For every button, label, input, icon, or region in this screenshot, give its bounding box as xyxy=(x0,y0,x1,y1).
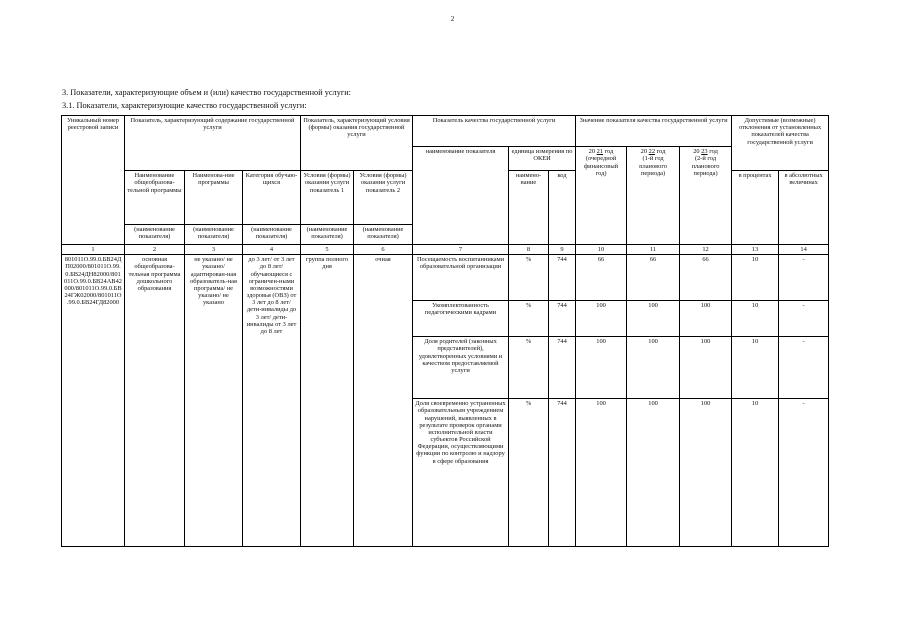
header-deviation-gap xyxy=(732,147,829,171)
deviation-absolute: - xyxy=(779,255,829,301)
column-number: 11 xyxy=(627,245,680,255)
header-year-2: 20 22 год (1-й год планового периода) xyxy=(627,147,680,245)
subheader-category: Категория обучаю-щихся xyxy=(243,171,301,225)
note-category: (наименование показателя) xyxy=(243,225,301,245)
deviation-percent: 10 xyxy=(732,301,779,337)
subheader-program: Наименование общеобразова-тельной программы xyxy=(125,171,185,225)
value-year-3: 66 xyxy=(680,255,732,301)
header-unit-code: код xyxy=(549,171,576,245)
unit-code: 744 xyxy=(549,337,576,399)
indicator-name: Укомплектованность педагогическими кадрами xyxy=(413,301,509,337)
program-name-value: не указано/ не указано/ адаптирован-ная образователь-ная программа/ не указано/ не указано xyxy=(185,255,243,547)
header-absolute: в абсолютных величинах xyxy=(779,171,829,245)
header-conditions: Показатель, характеризующий условия (формы) оказания государственной услуги xyxy=(301,116,413,147)
deviation-percent: 10 xyxy=(732,255,779,301)
condition-1-value: группа полного дня xyxy=(301,255,354,547)
value-year-2: 100 xyxy=(627,337,680,399)
header-conditions-gap xyxy=(301,147,413,171)
program-value: основная общеобразова-тельная программа дошкольного образования xyxy=(125,255,185,547)
column-number: 6 xyxy=(354,245,413,255)
note-condition-2: (наименование показателя) xyxy=(354,225,413,245)
header-year-3: 20 23 год (2-й год планового периода) xyxy=(680,147,732,245)
header-indicator-name: наименование показателя xyxy=(413,147,509,245)
section-3-heading: 3. Показатели, характеризующие объем и (или) качество государственной услуги: xyxy=(62,88,351,97)
deviation-percent: 10 xyxy=(732,337,779,399)
column-numbers-row xyxy=(62,245,829,255)
header-year-1-note: (очередной финансовый год) xyxy=(584,155,619,177)
unit-name: % xyxy=(509,337,549,399)
header-content: Показатель, характеризующий содержание государственной услуги xyxy=(125,116,301,147)
indicator-name: Посещаемость воспитанниками образовательной организации xyxy=(413,255,509,301)
section-3-1-heading: 3.1. Показатели, характеризующие качество государственной услуги: xyxy=(62,101,307,110)
deviation-absolute: - xyxy=(779,337,829,399)
header-deviation: Допустимые (возможные) отклонения от установленных показателей качества государственной услуги xyxy=(732,116,829,147)
column-number: 1 xyxy=(62,245,125,255)
deviation-absolute: - xyxy=(779,399,829,547)
column-number: 9 xyxy=(549,245,576,255)
value-year-1: 100 xyxy=(576,337,627,399)
column-number: 13 xyxy=(732,245,779,255)
subheader-condition-1: Условия (формы) оказания услуги показатель 1 xyxy=(301,171,354,225)
unit-name: % xyxy=(509,255,549,301)
category-value: до 3 лет/ от 3 лет до 8 лет/ обучающиеся с ограничен-ными возможностями здоровья (ОВЗ) от 3 лет до 8 лет/ дети-инвалиды до 3 лет/ дети-инвалиды от 3 лет до 8 лет xyxy=(243,255,301,547)
value-year-2: 66 xyxy=(627,255,680,301)
indicator-name: Доля своевременно устраненных образовательным учреждением нарушений, выявленных в результате проверок органами исполнительной власти субъектов Российской Федерации, осуществляющими функции по контролю и надзору в сфере образования xyxy=(413,399,509,547)
value-year-2: 100 xyxy=(627,301,680,337)
table-row xyxy=(62,255,829,301)
indicator-name: Доля родителей (законных представителей), удовлетворенных условиями и качеством предоставляемой услуги xyxy=(413,337,509,399)
header-unit: единица измерения по ОКЕИ xyxy=(509,147,576,171)
column-number: 3 xyxy=(185,245,243,255)
value-year-3: 100 xyxy=(680,301,732,337)
column-number: 7 xyxy=(413,245,509,255)
header-year-3-note: (2-й год планового периода) xyxy=(691,155,720,177)
value-year-2: 100 xyxy=(627,399,680,547)
value-year-3: 100 xyxy=(680,399,732,547)
subheader-programs: Наименова-ние программы xyxy=(185,171,243,225)
deviation-percent: 10 xyxy=(732,399,779,547)
unit-name: % xyxy=(509,301,549,337)
column-number: 4 xyxy=(243,245,301,255)
column-number: 12 xyxy=(680,245,732,255)
note-program: (наименование показателя) xyxy=(125,225,185,245)
condition-2-value: очная xyxy=(354,255,413,547)
header-year-1: 20 21 год (очередной финансовый год) xyxy=(576,147,627,245)
header-row-2 xyxy=(62,147,829,171)
quality-indicators-table xyxy=(61,115,829,547)
column-number: 2 xyxy=(125,245,185,255)
value-year-1: 66 xyxy=(576,255,627,301)
column-number: 5 xyxy=(301,245,354,255)
registry-number: 801011О.99.0.БВ24ДП02000/801011О.99.0.БВ24ДН82000/801011О.99.0.БВ24АВ42000/801011О.99.0.БВ24ГЖ02000/801011О.99.0.БВ24ГД82000 xyxy=(62,255,125,547)
value-year-1: 100 xyxy=(576,301,627,337)
value-year-3: 100 xyxy=(680,337,732,399)
header-unit-name: наимено-вание xyxy=(509,171,549,245)
note-condition-1: (наименование показателя) xyxy=(301,225,354,245)
column-number: 14 xyxy=(779,245,829,255)
header-unique-number: Уникальный номер реестровой записи xyxy=(62,116,125,245)
header-percent: в процентах xyxy=(732,171,779,245)
note-programs: (наименование показателя) xyxy=(185,225,243,245)
header-row-1 xyxy=(62,116,829,147)
header-content-gap xyxy=(125,147,301,171)
column-number: 10 xyxy=(576,245,627,255)
page-number: 2 xyxy=(450,15,455,23)
unit-name: % xyxy=(509,399,549,547)
column-number: 8 xyxy=(509,245,549,255)
header-value: Значение показателя качества государственной услуги xyxy=(576,116,732,147)
value-year-1: 100 xyxy=(576,399,627,547)
header-quality: Показатель качества государственной услуги xyxy=(413,116,576,147)
unit-code: 744 xyxy=(549,301,576,337)
unit-code: 744 xyxy=(549,399,576,547)
unit-code: 744 xyxy=(549,255,576,301)
deviation-absolute: - xyxy=(779,301,829,337)
header-year-2-note: (1-й год планового периода) xyxy=(639,155,667,177)
subheader-condition-2: Условия (формы) оказания услуги показатель 2 xyxy=(354,171,413,225)
